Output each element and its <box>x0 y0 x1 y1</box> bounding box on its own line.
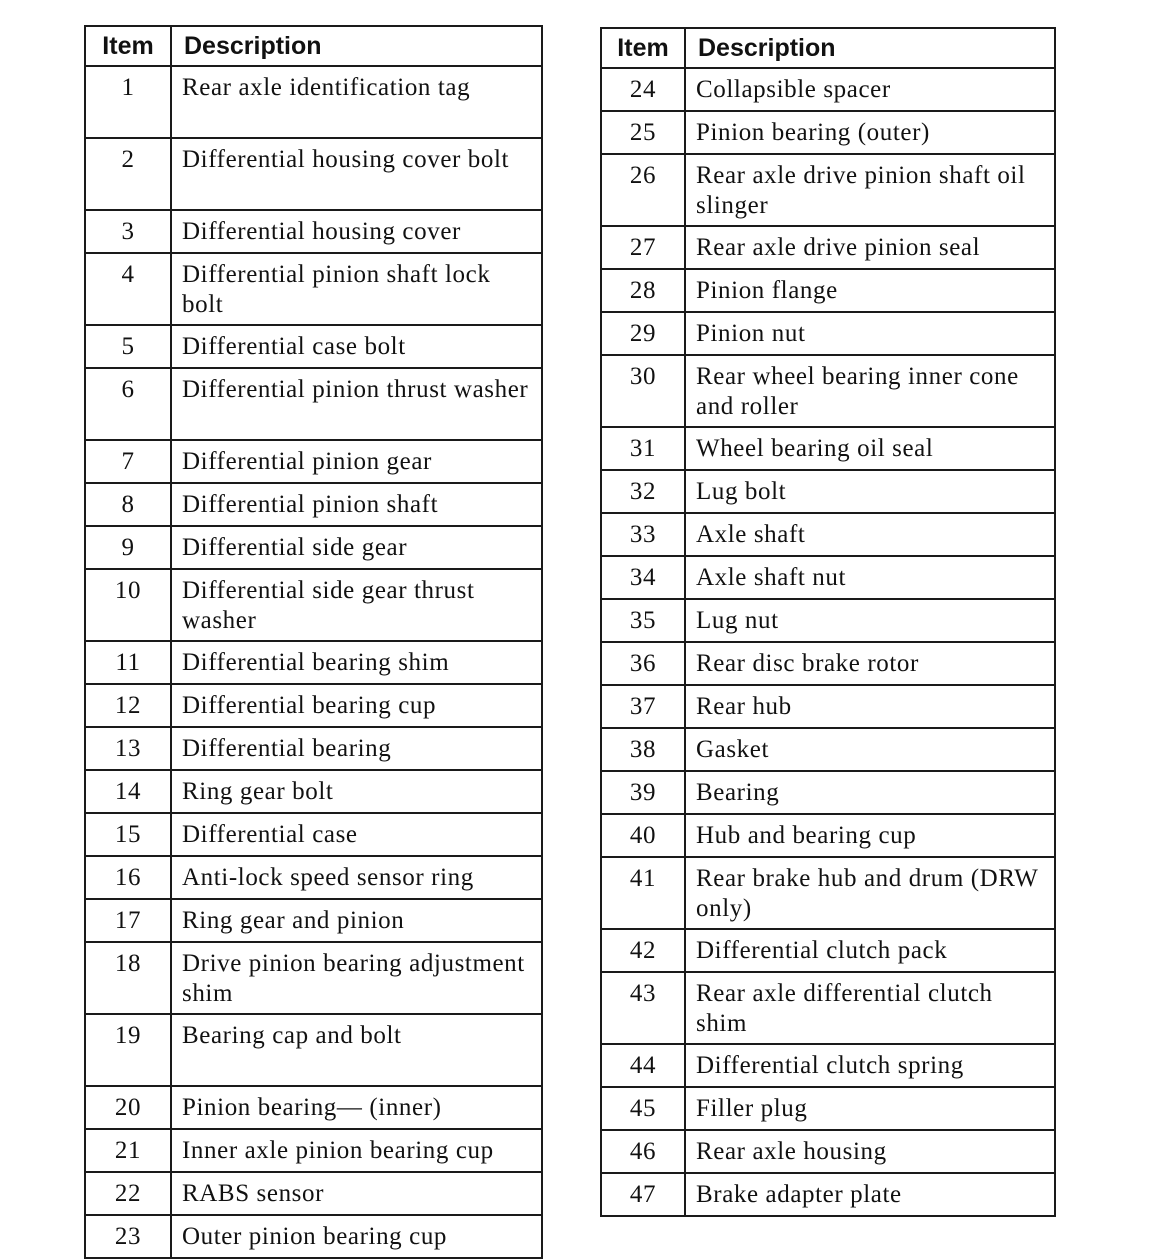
item-description: Differential pinion shaft lock bolt <box>171 253 542 325</box>
table-row <box>601 1044 1055 1087</box>
item-description: Axle shaft <box>685 513 1055 556</box>
table-row <box>601 1173 1055 1216</box>
item-description: Differential clutch pack <box>685 929 1055 972</box>
item-number: 45 <box>601 1087 685 1130</box>
table-row <box>601 929 1055 972</box>
table-row <box>601 771 1055 814</box>
item-description: Differential bearing cup <box>171 684 542 727</box>
table-row <box>601 68 1055 111</box>
item-description: Outer pinion bearing cup <box>171 1215 542 1258</box>
item-number: 36 <box>601 642 685 685</box>
item-number: 11 <box>85 641 171 684</box>
item-number: 47 <box>601 1173 685 1216</box>
item-column-header: Item <box>85 26 171 66</box>
item-number: 30 <box>601 355 685 427</box>
item-description: Rear disc brake rotor <box>685 642 1055 685</box>
item-number: 35 <box>601 599 685 642</box>
item-number: 17 <box>85 899 171 942</box>
table-row <box>601 226 1055 269</box>
description-column-header: Description <box>171 26 542 66</box>
table-row <box>601 269 1055 312</box>
table-row <box>601 642 1055 685</box>
item-description: Axle shaft nut <box>685 556 1055 599</box>
table-row <box>601 814 1055 857</box>
item-number: 1 <box>85 66 171 138</box>
item-number: 3 <box>85 210 171 253</box>
item-number: 32 <box>601 470 685 513</box>
item-number: 16 <box>85 856 171 899</box>
item-description: Rear axle identification tag <box>171 66 542 138</box>
table-row <box>601 111 1055 154</box>
table-row <box>85 526 542 569</box>
item-description: Rear axle drive pinion shaft oil slinger <box>685 154 1055 226</box>
item-description: Differential pinion thrust washer <box>171 368 542 440</box>
item-number: 13 <box>85 727 171 770</box>
table-row <box>85 1086 542 1129</box>
item-description: Pinion bearing— (inner) <box>171 1086 542 1129</box>
item-description: Filler plug <box>685 1087 1055 1130</box>
item-description: Wheel bearing oil seal <box>685 427 1055 470</box>
item-number: 2 <box>85 138 171 210</box>
item-number: 26 <box>601 154 685 226</box>
item-description: Lug nut <box>685 599 1055 642</box>
table-row <box>85 684 542 727</box>
item-number: 19 <box>85 1014 171 1086</box>
table-row <box>601 1130 1055 1173</box>
item-description: Rear hub <box>685 685 1055 728</box>
item-number: 8 <box>85 483 171 526</box>
item-number: 6 <box>85 368 171 440</box>
item-description: Differential case <box>171 813 542 856</box>
item-number: 24 <box>601 68 685 111</box>
item-number: 7 <box>85 440 171 483</box>
item-column-header: Item <box>601 28 685 68</box>
item-number: 15 <box>85 813 171 856</box>
item-number: 41 <box>601 857 685 929</box>
table-row <box>85 440 542 483</box>
item-number: 21 <box>85 1129 171 1172</box>
table-row <box>601 154 1055 226</box>
item-description: Differential side gear thrust washer <box>171 569 542 641</box>
item-description: Rear brake hub and drum (DRW only) <box>685 857 1055 929</box>
item-number: 44 <box>601 1044 685 1087</box>
item-description: Pinion nut <box>685 312 1055 355</box>
item-number: 9 <box>85 526 171 569</box>
item-number: 46 <box>601 1130 685 1173</box>
item-description: Gasket <box>685 728 1055 771</box>
table-row <box>601 685 1055 728</box>
table-row <box>601 427 1055 470</box>
item-description: RABS sensor <box>171 1172 542 1215</box>
table-row <box>85 210 542 253</box>
item-number: 20 <box>85 1086 171 1129</box>
item-description: Pinion flange <box>685 269 1055 312</box>
item-description: Ring gear bolt <box>171 770 542 813</box>
table-row <box>85 1129 542 1172</box>
item-description: Differential housing cover <box>171 210 542 253</box>
item-number: 37 <box>601 685 685 728</box>
table-row <box>85 483 542 526</box>
item-description: Bearing cap and bolt <box>171 1014 542 1086</box>
item-number: 27 <box>601 226 685 269</box>
table-row <box>85 727 542 770</box>
item-description: Ring gear and pinion <box>171 899 542 942</box>
table-row <box>601 556 1055 599</box>
table-row <box>601 728 1055 771</box>
item-description: Differential pinion shaft <box>171 483 542 526</box>
description-column-header: Description <box>685 28 1055 68</box>
table-row <box>601 599 1055 642</box>
item-number: 43 <box>601 972 685 1044</box>
table-header-row <box>85 26 542 66</box>
item-description: Inner axle pinion bearing cup <box>171 1129 542 1172</box>
item-number: 4 <box>85 253 171 325</box>
table-row <box>85 1215 542 1258</box>
item-number: 18 <box>85 942 171 1014</box>
item-description: Pinion bearing (outer) <box>685 111 1055 154</box>
item-number: 28 <box>601 269 685 312</box>
item-description: Differential pinion gear <box>171 440 542 483</box>
item-number: 40 <box>601 814 685 857</box>
item-description: Differential side gear <box>171 526 542 569</box>
item-description: Brake adapter plate <box>685 1173 1055 1216</box>
table-row <box>601 355 1055 427</box>
table-row <box>85 368 542 440</box>
item-description: Bearing <box>685 771 1055 814</box>
item-number: 10 <box>85 569 171 641</box>
table-row <box>85 325 542 368</box>
item-description: Hub and bearing cup <box>685 814 1055 857</box>
parts-table-left <box>84 25 543 1259</box>
item-description: Drive pinion bearing adjustment shim <box>171 942 542 1014</box>
table-row <box>85 253 542 325</box>
item-number: 23 <box>85 1215 171 1258</box>
item-description: Rear wheel bearing inner cone and roller <box>685 355 1055 427</box>
table-row <box>601 972 1055 1044</box>
item-description: Differential case bolt <box>171 325 542 368</box>
table-row <box>85 942 542 1014</box>
item-number: 14 <box>85 770 171 813</box>
item-number: 38 <box>601 728 685 771</box>
item-number: 42 <box>601 929 685 972</box>
parts-table-right <box>600 27 1056 1217</box>
table-row <box>85 641 542 684</box>
table-row <box>85 770 542 813</box>
item-description: Collapsible spacer <box>685 68 1055 111</box>
table-row <box>601 513 1055 556</box>
item-number: 33 <box>601 513 685 556</box>
table-row <box>85 1014 542 1086</box>
item-description: Differential bearing shim <box>171 641 542 684</box>
table-row <box>85 856 542 899</box>
item-description: Anti-lock speed sensor ring <box>171 856 542 899</box>
table-row <box>601 1087 1055 1130</box>
item-number: 31 <box>601 427 685 470</box>
table-row <box>601 470 1055 513</box>
item-description: Rear axle differential clutch shim <box>685 972 1055 1044</box>
table-row <box>85 569 542 641</box>
table-header-row <box>601 28 1055 68</box>
item-description: Differential bearing <box>171 727 542 770</box>
item-number: 25 <box>601 111 685 154</box>
item-description: Lug bolt <box>685 470 1055 513</box>
item-number: 12 <box>85 684 171 727</box>
item-number: 34 <box>601 556 685 599</box>
table-row <box>601 857 1055 929</box>
item-number: 22 <box>85 1172 171 1215</box>
item-description: Rear axle housing <box>685 1130 1055 1173</box>
item-description: Rear axle drive pinion seal <box>685 226 1055 269</box>
item-number: 29 <box>601 312 685 355</box>
table-row <box>601 312 1055 355</box>
table-row <box>85 1172 542 1215</box>
table-row <box>85 138 542 210</box>
item-number: 39 <box>601 771 685 814</box>
table-row <box>85 813 542 856</box>
table-row <box>85 66 542 138</box>
item-number: 5 <box>85 325 171 368</box>
table-row <box>85 899 542 942</box>
item-description: Differential clutch spring <box>685 1044 1055 1087</box>
item-description: Differential housing cover bolt <box>171 138 542 210</box>
